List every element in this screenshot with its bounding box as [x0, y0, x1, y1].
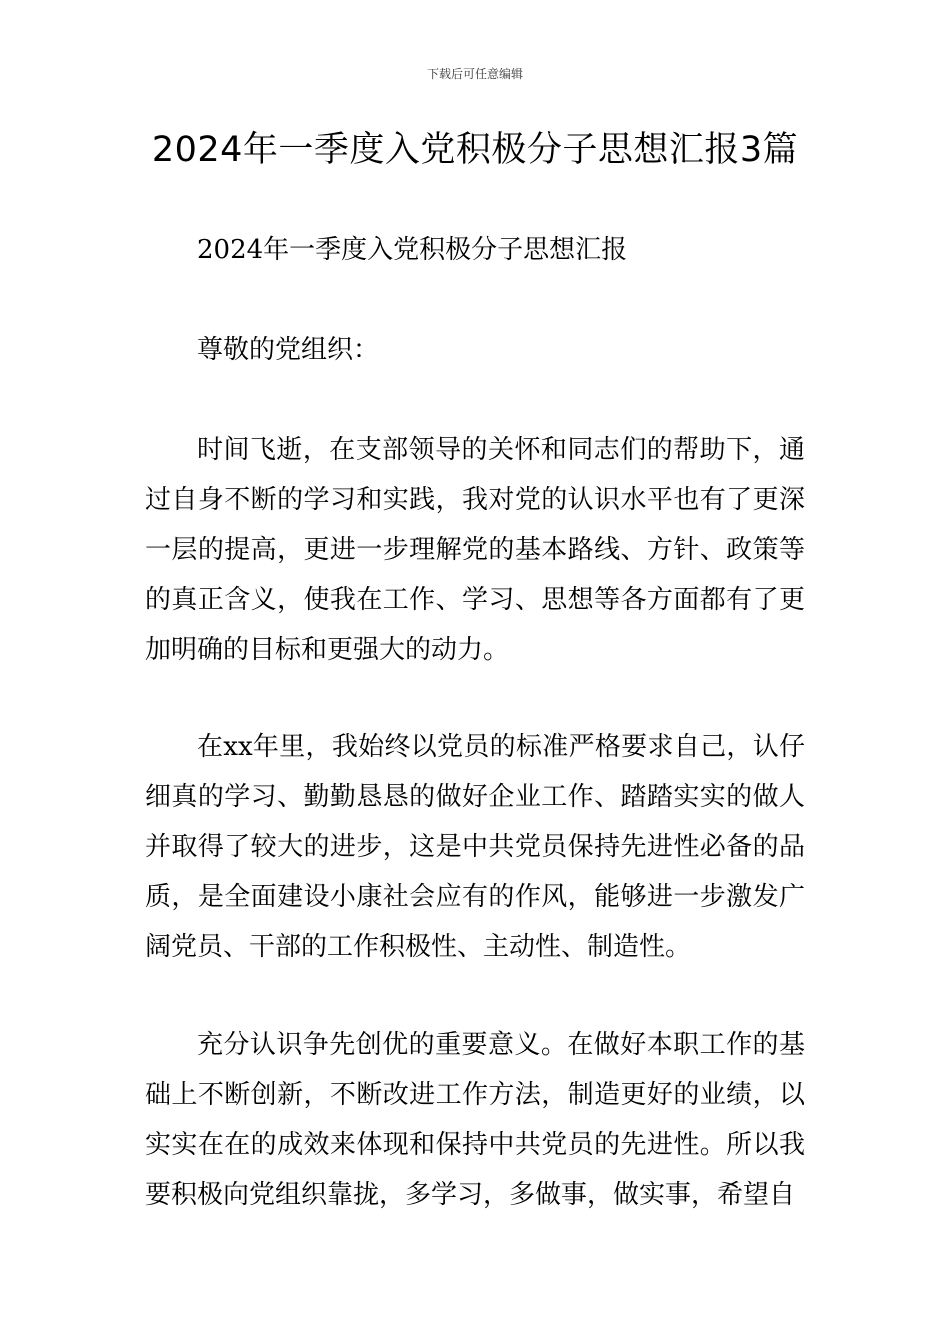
document-title: 2024年一季度入党积极分子思想汇报3篇: [151, 130, 799, 170]
document-subtitle: 2024年一季度入党积极分子思想汇报: [197, 235, 628, 265]
salutation: 尊敬的党组织：: [197, 335, 380, 365]
header-note: 下载后可任意编辑: [426, 67, 523, 81]
paragraph: 时间飞逝，在支部领导的关怀和同志们的帮助下，通过自身不断的学习和实践，我对党的认识水平也有了更深一层的提高，更进一步理解党的基本路线、方针、政策等的真正含义，使我在工作、学习、思想等各方面都有了更加明确的目标和更强大的动力。: [145, 435, 805, 665]
paragraph: 在xx年里，我始终以党员的标准严格要求自己，认仔细真的学习、勤勤恳恳的做好企业工作、踏踏实实的做人并取得了较大的进步，这是中共党员保持先进性必备的品质，是全面建设小康社会应有的作风，能够进一步激发广阔党员、干部的工作积极性、主动性、制造性。: [145, 732, 805, 962]
paragraph: 充分认识争先创优的重要意义。在做好本职工作的基础上不断创新，不断改进工作方法，制造更好的业绩，以实实在在的成效来体现和保持中共党员的先进性。所以我要积极向党组织靠拢，多学习，多做事，做实事，希望自: [145, 1030, 805, 1210]
